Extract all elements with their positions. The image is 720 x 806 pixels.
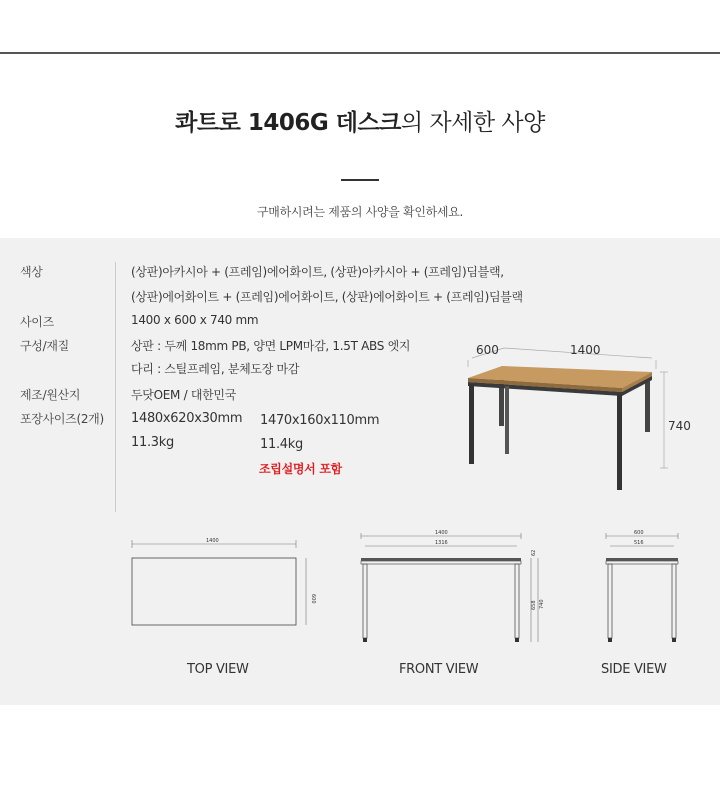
color-value-line2: (상판)에어화이트 + (프레임)에어화이트, (상판)에어화이트 + (프레임)딤블랙	[131, 290, 523, 304]
page-subtitle: 구매하시려는 제품의 사양을 확인하세요.	[256, 205, 464, 219]
top-view-drawing	[126, 534, 326, 649]
material-value-line2: 다리 : 스틸프레임, 분체도장 마감	[131, 362, 300, 376]
side-view-label: SIDE VIEW	[601, 662, 667, 677]
front-view-top-thk: 62	[531, 549, 537, 556]
material-value-line1: 상판 : 두께 18mm PB, 양면 LPM마감, 1.5T ABS 엣지	[131, 339, 411, 353]
side-view-leg-left	[608, 564, 612, 638]
material-label: 구성/재질	[20, 339, 69, 353]
label-divider	[115, 262, 116, 512]
package1-weight: 11.3kg	[131, 435, 174, 450]
product-illustration	[462, 336, 702, 501]
package-label: 포장사이즈(2개)	[20, 412, 104, 426]
illustration-height-label: 740	[668, 419, 691, 433]
leg-front-right	[617, 394, 622, 490]
front-view-leg-height: 658	[531, 600, 537, 610]
color-label: 색상	[20, 265, 43, 279]
top-view-label: TOP VIEW	[187, 662, 249, 677]
side-view-drawing	[598, 528, 688, 653]
front-view-label: FRONT VIEW	[399, 662, 479, 677]
leg-front-left	[469, 384, 474, 464]
size-value: 1400 x 600 x 740 mm	[131, 313, 259, 327]
illustration-depth-label: 600	[476, 343, 499, 357]
side-view-top	[606, 558, 678, 561]
spec-panel	[0, 238, 720, 705]
title-dash	[341, 179, 379, 181]
illustration-width-label: 1400	[570, 343, 601, 357]
side-view-leg-right	[672, 564, 676, 638]
size-label: 사이즈	[20, 315, 54, 329]
manual-note: 조립설명서 포함	[259, 462, 342, 476]
page-title	[0, 104, 720, 137]
front-view-width: 1400	[435, 530, 448, 536]
top-view-depth: 600	[310, 594, 316, 604]
side-view-depth: 600	[634, 530, 644, 536]
title-suffix: 의 자세한 사양	[400, 110, 545, 136]
color-value-line1: (상판)아카시아 + (프레임)에어화이트, (상판)아카시아 + (프레임)딤블랙,	[131, 265, 504, 279]
package2-weight: 11.4kg	[260, 437, 303, 452]
front-view-top	[361, 558, 521, 561]
title-product-name: 콰트로 1406G 데스크	[175, 110, 401, 136]
side-view-inner: 516	[634, 540, 644, 546]
package1-size: 1480x620x30mm	[131, 411, 243, 426]
origin-label: 제조/원산지	[20, 388, 81, 402]
front-view-leg-right	[515, 564, 519, 638]
origin-value: 두닷OEM / 대한민국	[131, 388, 237, 402]
top-divider	[0, 52, 720, 54]
package2-size: 1470x160x110mm	[260, 413, 380, 428]
front-view-total-height: 740	[539, 599, 545, 609]
top-view-outline	[132, 558, 296, 625]
front-view-leg-left	[363, 564, 367, 638]
top-view-width: 1400	[206, 538, 219, 544]
leg-back-right	[645, 380, 650, 432]
front-view-inner: 1316	[435, 540, 448, 546]
front-view-drawing	[355, 528, 550, 653]
